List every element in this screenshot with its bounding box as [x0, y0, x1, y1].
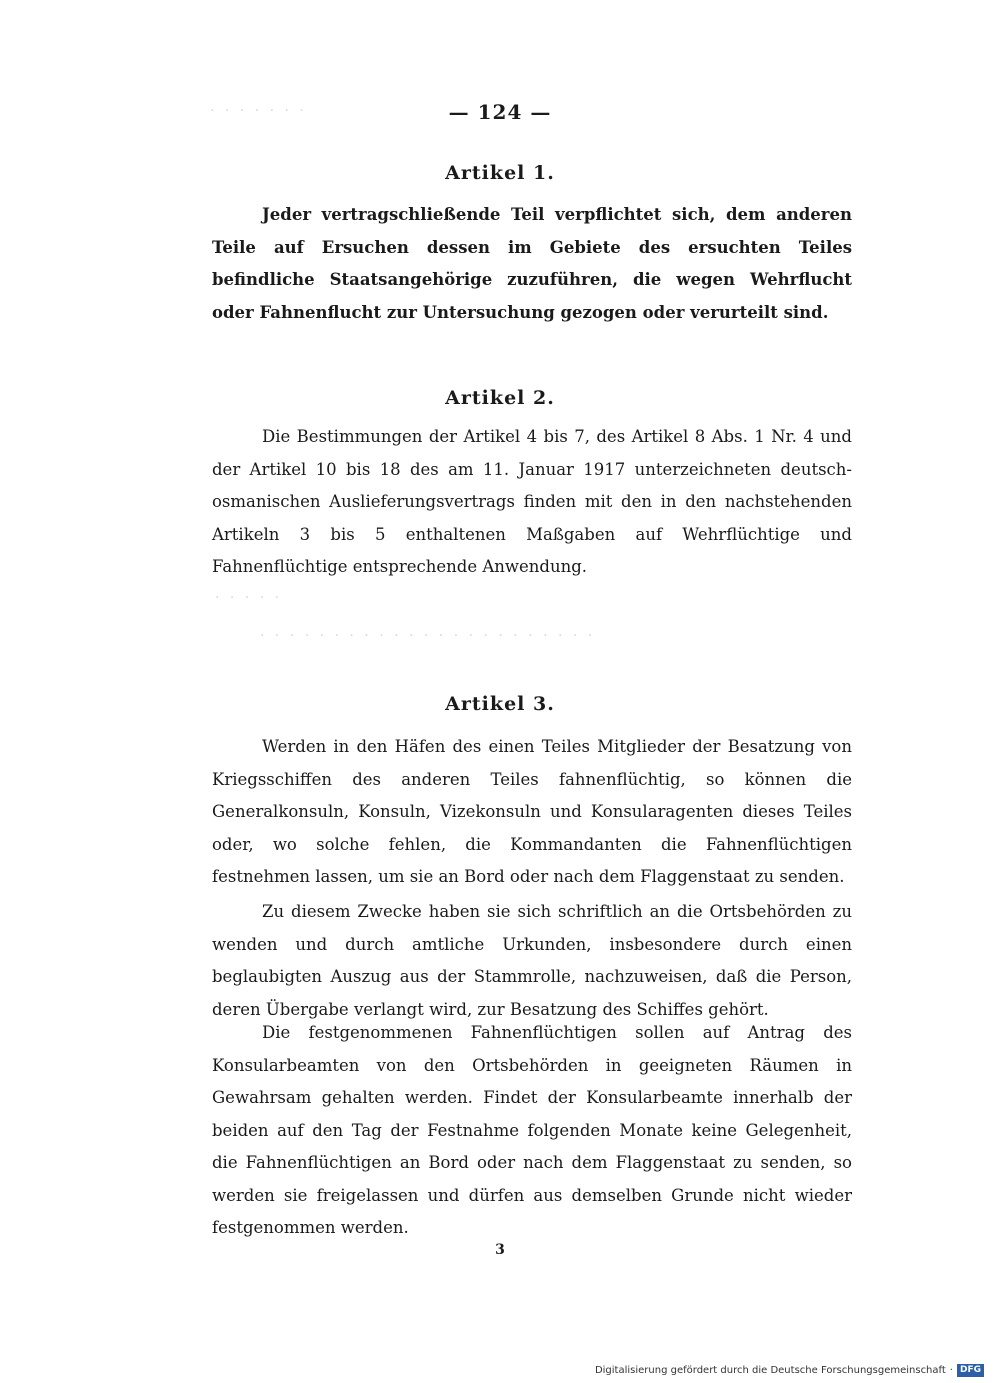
digitization-credit [595, 1364, 984, 1377]
separator-dot: · [949, 1365, 953, 1376]
article-3-heading: Artikel 3. [445, 693, 555, 715]
dfg-logo-icon: DFG [957, 1364, 984, 1377]
article-3-paragraph-1: Werden in den Häfen des einen Teiles Mitglieder der Besatzung von Kriegsschiffen des anderen Teiles fahnenflüchtig, so können die Generalkonsuln, Konsuln, Vizekonsuln und Konsularagenten dieses Teiles oder, wo solche fehlen, die Kommandanten die Fahnenflüchtigen festnehmen lassen, um sie an Bord oder nach dem Flaggenstaat zu senden. [212, 737, 852, 886]
page-number: — 124 — [448, 100, 552, 124]
sheet-number: 3 [495, 1242, 505, 1258]
bleed-through-mark: · · · · · [215, 590, 283, 606]
bleed-through-mark: · · · · · · · · · · · · · · · · · · · · · · · [260, 628, 596, 644]
article-3-paragraph-2: Zu diesem Zwecke haben sie sich schriftlich an die Ortsbehörden zu wenden und durch amtliche Urkunden, insbesondere durch einen beglaubigten Auszug aus der Stammrolle, nachzuweisen, daß die Person, deren Übergabe verlangt wird, zur Besatzung des Schiffes gehört. [212, 902, 852, 1019]
article-2-paragraph-1: Die Bestimmungen der Artikel 4 bis 7, des Artikel 8 Abs. 1 Nr. 4 und der Artikel 10 bis 18 des am 11. Januar 1917 unterzeichneten deutsch-osmanischen Auslieferungsvertrags finden mit den in den nachstehenden Artikeln 3 bis 5 enthaltenen Maßgaben auf Wehrflüchtige und Fahnenflüchtige entsprechende Anwendung. [212, 427, 852, 576]
article-2-heading: Artikel 2. [445, 387, 555, 409]
article-3-paragraph-3: Die festgenommenen Fahnenflüchtigen sollen auf Antrag des Konsularbeamten von den Ortsbehörden in geeigneten Räumen in Gewahrsam gehalten werden. Findet der Konsularbeamte innerhalb der beiden auf den Tag der Festnahme folgenden Monate keine Gelegenheit, die Fahnenflüchtigen an Bord oder nach dem Flaggenstaat zu senden, so werden sie freigelassen und dürfen aus demselben Grunde nicht wieder festgenommen werden. [212, 1023, 852, 1237]
article-1-paragraph-1: Jeder vertragschließende Teil verpflichtet sich, dem anderen Teile auf Ersuchen dessen im Gebiete des ersuchten Teiles befindliche Staatsangehörige zuzuführen, die wegen Wehrflucht oder Fahnenflucht zur Untersuchung gezogen oder verurteilt sind. [212, 205, 852, 322]
bleed-through-mark: · · · · · · · [210, 103, 307, 119]
article-1-heading: Artikel 1. [445, 162, 555, 184]
credit-text: Digitalisierung gefördert durch die Deutsche Forschungsgemeinschaft [594, 1365, 946, 1376]
